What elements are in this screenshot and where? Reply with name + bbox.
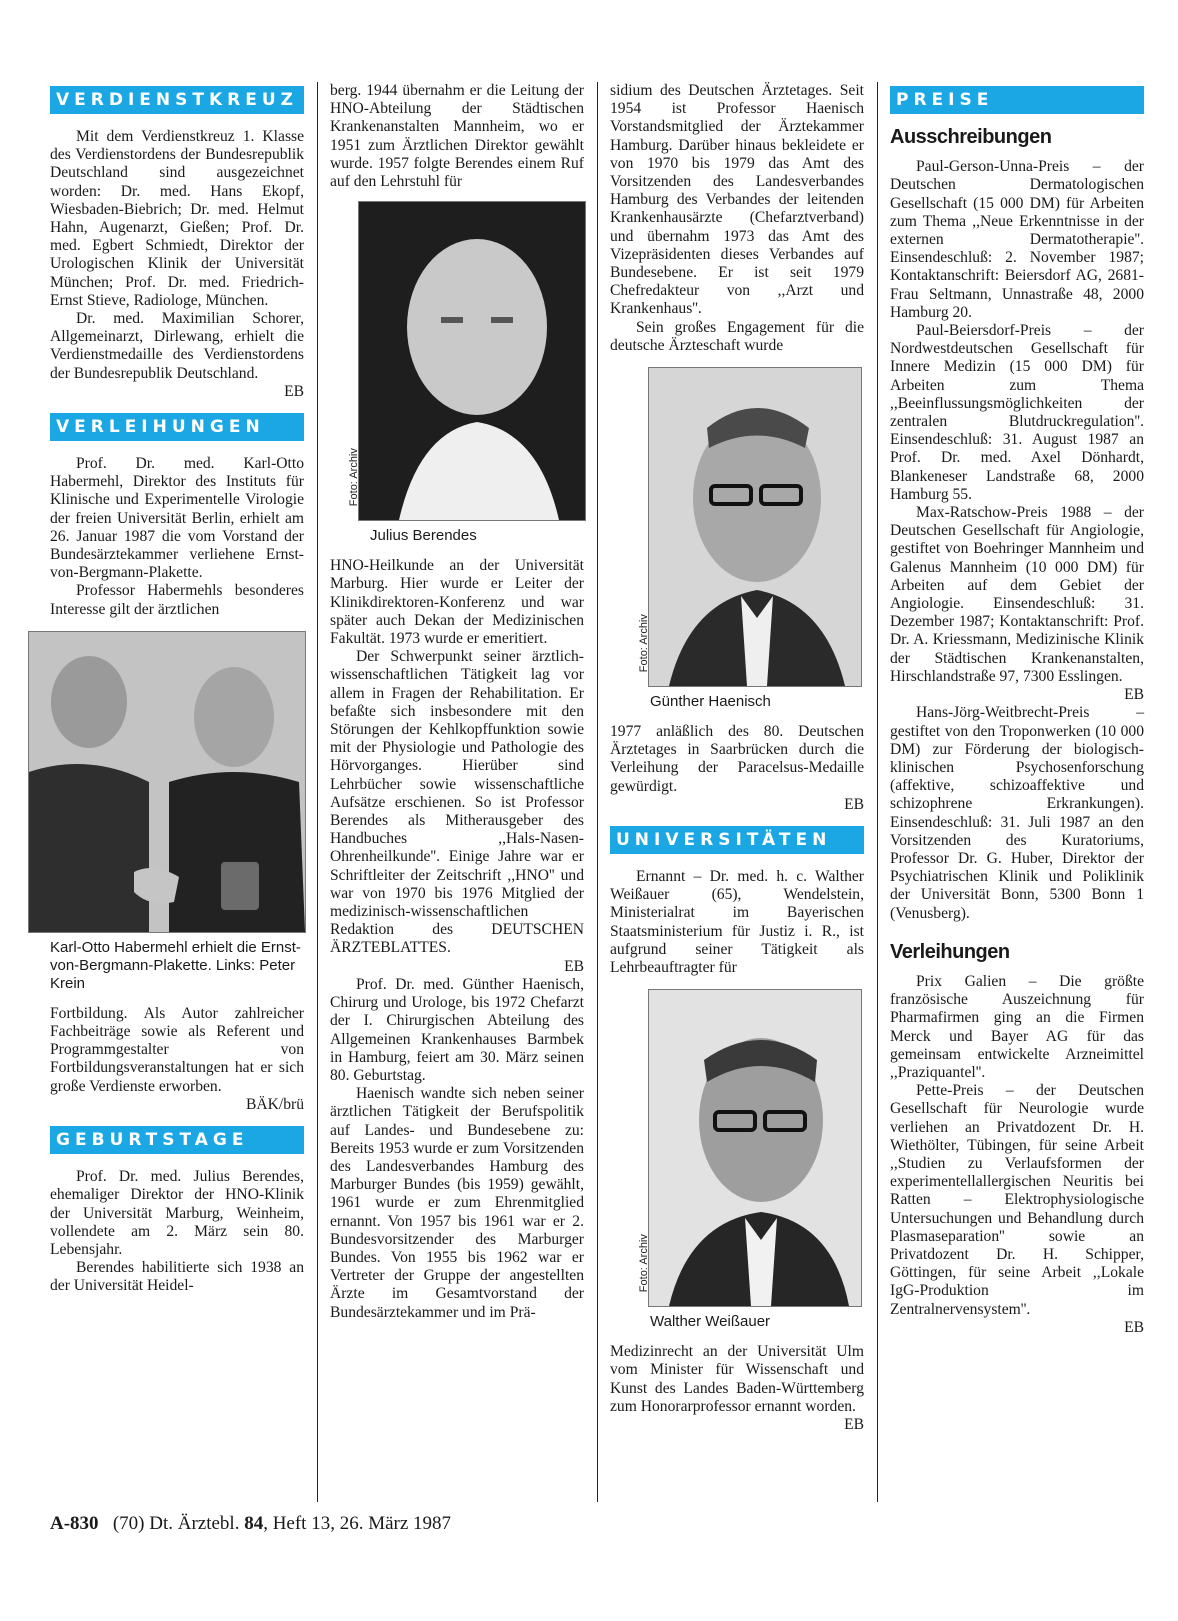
fortbildung-text: Fortbildung. Als Autor zahlreicher Fachbeiträge sowie als Referent und Programmgestalter von Fortbildungsveranstaltungen hat er sich große Verdienste erworben. (50, 1004, 304, 1095)
verdienstkreuz-text: Mit dem Verdienstkreuz 1. Klasse des Verdienstordens der Bundesrepublik Deutschland sind ausgezeichnet worden: Dr. med. Hans Ekopf, Wiesbaden-Biebrich; Dr. med. Helmut Hahn, Augenarzt, Gießen; Prof. Dr. med. Egbert Schmiedt, Direktor der Urologischen Klinik der Universität München; Prof. Dr. med. Friedrich-Ernst Stieve, Radiologe, München. (50, 128, 304, 309)
haenisch-photo (637, 367, 862, 687)
signature: EB (1124, 1318, 1144, 1336)
signature: BÄK/brü (245, 1095, 304, 1113)
verdienstmedaille-text: Dr. med. Maximilian Schorer, Allgemeinarzt, Dirlewang, erhielt die Verdienstmedaille des Verdienstordens der Bundesrepublik Deutschland. (50, 310, 304, 382)
gerson-unna-preis-text: Paul-Gerson-Unna-Preis – der Deutschen Dermatologischen Gesellschaft (15 000 DM) für Arbeiten zum Thema ,,Neue Erkenntnisse in der externen Dermatotherapie''. Einsendeschluß: 2. November 1987; Kontaktanschrift: Beiersdorf AG, 2681-Frau Seltmann, Unnastraße 48, 2000 Hamburg 20. (890, 158, 1144, 321)
berendes-photo (347, 201, 586, 521)
verleihungen-header: VERLEIHUNGEN (50, 413, 304, 441)
signature: EB (564, 957, 584, 975)
berendes-text: Prof. Dr. med. Julius Berendes, ehemaliger Direktor der HNO-Klinik der Universität Marburg, Weinheim, vollendete am 2. März sein 80. Lebensjahr. (50, 1168, 304, 1258)
ausschreibungen-heading: Ausschreibungen (890, 126, 1052, 148)
weissauer-photo-image (649, 990, 861, 1306)
geburtstage-header: GEBURTSTAGE (50, 1126, 304, 1154)
ratschow-preis-text: Max-Ratschow-Preis 1988 – der Deutschen Gesellschaft für Angiologie, gestiftet von Boehringer Mannheim und Galenus Mannheim (10 000 DM) für Arbeiten auf dem Gebiet der Angiologie. Einsendeschluß: 31. Dezember 1987; Kontaktanschrift: Prof. Dr. A. Kriessmann, Medizinische Klinik der Städtischen Krankenanstalten, Hirschlandstraße 97, 7300 Esslingen. (890, 504, 1144, 685)
page-footer (50, 1513, 451, 1535)
weissauer-caption: Walther Weißauer (650, 1313, 771, 1331)
preise-header: PREISE (890, 86, 1144, 114)
haenisch-caption: Günther Haenisch (650, 693, 771, 711)
berendes-research-text: Der Schwerpunkt seiner ärztlich-wissenschaftlichen Tätigkeit lag vor allem in Fragen der Rehabilitation. Er befaßte sich insbesondere mit den Störungen der Kehlkopffunktion sowie mit der Physiologie und Pathologie des Hörvorganges. Hierüber sind Lehrbücher sowie wissenschaftliche Aufsätze erschienen. So ist Professor Berendes als Mitherausgeber des Handbuches ,,Hals-Nasen-Ohrenheilkunde''. Einige Jahre war er Schriftleiter der Zeitschrift ,,HNO'' und war von 1970 bis 1976 Mitglied der medizinisch-wissenschaftlichen Redaktion des DEUTSCHEN ÄRZTEBLATTES. (330, 648, 584, 957)
journal-volume: 84 (244, 1513, 264, 1534)
berendes-career-text: berg. 1944 übernahm er die Leitung der HNO-Abteilung der Städtischen Krankenanstalten Mannheim, wo er 1951 zum Ärztlichen Direktor gewählt wurde. 1957 folgte Berendes einem Ruf auf den Lehrstuhl für (330, 82, 584, 191)
berendes-marburg-text: HNO-Heilkunde an der Universität Marburg. Hier wurde er Leiter der Klinikdirektoren-Konferenz und war später auch Dekan der Medizinischen Fakultät. 1973 wurde er emeritiert. (330, 557, 584, 648)
weissauer-text: Ernannt – Dr. med. h. c. Walther Weißauer (65), Wendelstein, Ministerialrat im Bayerischen Staatsministerium für Justiz i. R., ist aufgrund seiner Tätigkeit als Lehrbeauftragter für (610, 868, 864, 977)
haenisch-text: Prof. Dr. med. Günther Haenisch, Chirurg und Urologe, bis 1972 Chefarzt der I. Chirurgischen Abteilung des Allgemeinen Krankenhauses Barmbek in Hamburg, feiert am 30. März seinen 80. Geburtstag. (330, 975, 584, 1084)
berendes-caption: Julius Berendes (370, 527, 477, 545)
habermehl-photo-image (29, 632, 305, 932)
paracelsus-text: 1977 anläßlich des 80. Deutschen Ärztetages in Saarbrücken durch die Verleihung der Paracelsus-Medaille gewürdigt. (610, 723, 864, 795)
haenisch-praesidium-text: sidium des Deutschen Ärztetages. Seit 1954 ist Professor Haenisch Vorstandsmitglied der Ärztekammer Hamburg. Darüber hinaus bekleidete er von 1970 bis 1979 das Amt des Vorsitzenden des Landesverbandes Hamburg des Verbandes der leitenden Krankenhausärzte (Chefarztverband) und übernahm 1973 das Amt des Vizepräsidenten dieses Verbandes auf Bundesebene. Er ist seit 1979 Chefredakteur von ,,Arzt und Krankenhaus''. (610, 82, 864, 318)
signature: EB (844, 795, 864, 813)
weitbrecht-preis-text: Hans-Jörg-Weitbrecht-Preis – gestiftet von den Troponwerken (10 000 DM) zur Förderung der biologisch-klinischen Psychosenforschung (affektive, schizoaffektive und schizophrene Erkrankungen). Einsendeschluß: 31. Juli 1987 an den Vorsitzenden des Kuratoriums, Professor Dr. G. Huber, Direktor der Psychiatrischen Klinik und Poliklinik der Universität Bonn, 5300 Bonn 1 (Venusberg). (890, 704, 1144, 922)
prix-galien-text: Prix Galien – Die größte französische Auszeichnung für Pharmafirmen ging an die Firmen Merck und Bayer AG für das gemeinsam entwickelte Arzneimittel ,,Praziquantel''. (890, 972, 1144, 1081)
habermehl-interest-text: Professor Habermehls besonderes Interesse gilt der ärztlichen (50, 582, 304, 618)
signature: EB (844, 1416, 864, 1434)
haenisch-photo-image (649, 368, 861, 686)
journal-issue: , Heft 13, 26. März 1987 (263, 1513, 452, 1534)
page-number: A-830 (50, 1513, 99, 1534)
verleihungen-heading: Verleihungen (890, 940, 1010, 963)
column-1 (50, 82, 304, 1296)
signature: EB (284, 382, 304, 400)
photo-credit: Foto: Archiv (637, 1234, 650, 1293)
signature: EB (1124, 686, 1144, 704)
beiersdorf-preis-text: Paul-Beiersdorf-Preis – der Nordwestdeutschen Gesellschaft für Innere Medizin (15 000 DM) für Arbeiten zum Thema ,,Beeinflussungsmöglichkeiten der zentralen Blutdruckregulation''. Einsendeschluß: 31. August 1987 an Prof. Dr. med. Axel Dönhardt, Blankeneser Landstraße 68, 2000 Hamburg 55. (890, 322, 1144, 503)
column-rule (317, 82, 318, 1502)
photo-credit: Foto: Archiv (637, 613, 650, 673)
pette-preis-text: Pette-Preis – der Deutschen Gesellschaft für Neurologie wurde verliehen an Privatdozent Dr. H. Wiethölter, Tübingen, für seine Arbeit ,,Studien zu Verlaufsformen der experimentellallergischen Neuritis bei Ratten – Elektrophysiologische Untersuchungen und Behandlung durch Plasmaseparation'' sowie an Privatdozent Dr. H. Schipper, Göttingen, für seine Arbeit ,,Lokale IgG-Produktion im Zentralnervensystem''. (890, 1082, 1144, 1318)
berendes-habil-text: Berendes habilitierte sich 1938 an der Universität Heidel- (50, 1259, 304, 1295)
photo-credit: Foto: Archiv (347, 448, 360, 507)
weissauer-photo (637, 989, 862, 1307)
haenisch-engagement-text: Sein großes Engagement für die deutsche Ärzteschaft wurde (610, 318, 864, 354)
verdienstkreuz-header: VERDIENSTKREUZ (50, 86, 304, 114)
photo-credit: Foto: Stark-Otto (275, 839, 288, 918)
habermehl-caption: Karl-Otto Habermehl erhielt die Ernst-von-Bergmann-Plakette. Links: Peter Krein (50, 938, 301, 992)
habermehl-text: Prof. Dr. med. Karl-Otto Habermehl, Direktor des Instituts für Klinische und Experimentelle Virologie der freien Universität Berlin, erhielt am 26. Januar 1987 die vom Vorstand der Bundesärztekammer verliehene Ernst-von-Bergmann-Plakette. (50, 455, 304, 582)
column-rule (877, 82, 878, 1502)
column-4 (890, 82, 1144, 1337)
habermehl-photo (28, 631, 306, 933)
medizinrecht-text: Medizinrecht an der Universität Ulm vom Minister für Wissenschaft und Kunst des Landes Baden-Württemberg zum Honorarprofessor ernannt worden. (610, 1343, 864, 1415)
berendes-photo-image (359, 202, 585, 520)
journal-ref: (70) Dt. Ärztebl. (112, 1513, 240, 1534)
column-rule (597, 82, 598, 1502)
column-2 (330, 82, 584, 1322)
column-3 (610, 82, 864, 1434)
universitaeten-header: UNIVERSITÄTEN (610, 826, 864, 854)
haenisch-politics-text: Haenisch wandte sich neben seiner ärztlichen Tätigkeit der Berufspolitik auf Landes- und Bundesebene zu: Bereits 1953 wurde er zum Vorsitzenden des Landesverbandes Hamburg des Marburger Bundes (bis 1959) gewählt, 1961 wurde er zum Ehrenmitglied ernannt. Von 1957 bis 1961 war er 2. Bundesvorsitzender des Marburger Bundes. Von 1955 bis 1962 war er Vertreter der Gruppe der angestellten Ärzte im Gesamtvorstand der Bundesärztekammer und im Prä- (330, 1085, 584, 1321)
